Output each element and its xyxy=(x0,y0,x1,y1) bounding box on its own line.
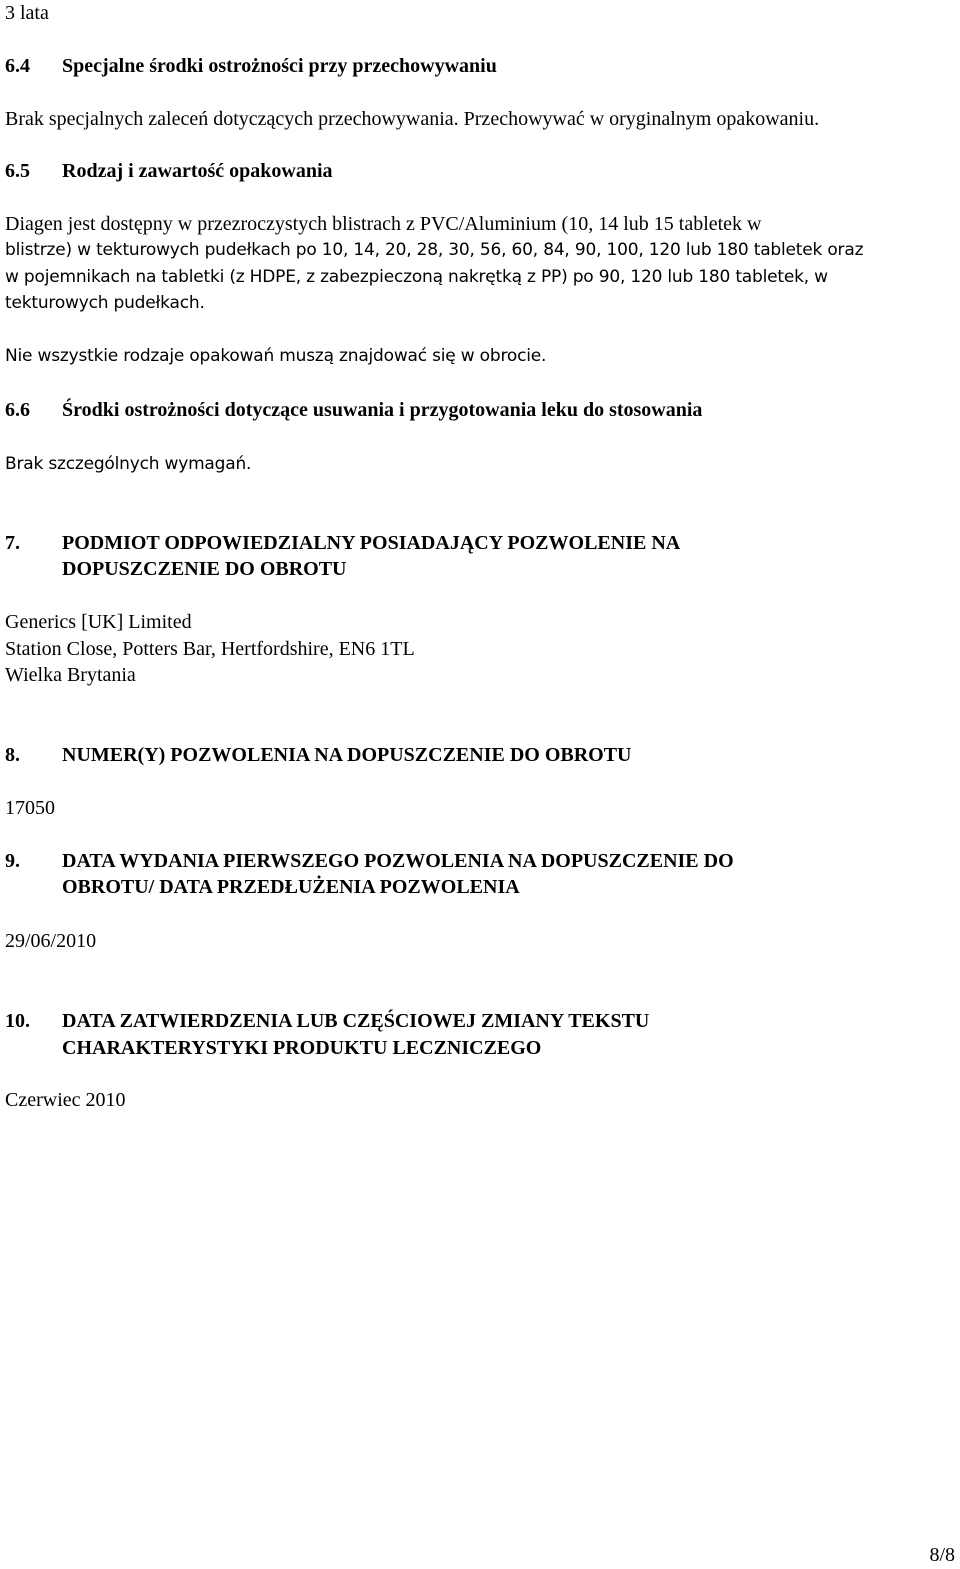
section-6-5-title: Rodzaj i zawartość opakowania xyxy=(62,160,333,182)
revision-date: Czerwiec 2010 xyxy=(5,1089,126,1111)
authorization-number: 17050 xyxy=(5,797,55,819)
section-6-6-number: 6.6 xyxy=(5,399,30,421)
section-6-5-note: Nie wszystkie rodzaje opakowań muszą znajdować się w obrocie. xyxy=(5,346,547,366)
section-8-title: NUMER(Y) POZWOLENIA NA DOPUSZCZENIE DO OBROTU xyxy=(62,744,632,766)
section-6-4-body: Brak specjalnych zaleceń dotyczących przechowywania. Przechowywać w oryginalnym opakowaniu. xyxy=(5,108,820,130)
company-name: Generics [UK] Limited xyxy=(5,611,192,633)
section-8-number: 8. xyxy=(5,744,20,766)
company-country: Wielka Brytania xyxy=(5,664,136,686)
section-6-6-title: Środki ostrożności dotyczące usuwania i przygotowania leku do stosowania xyxy=(62,399,703,421)
company-address: Station Close, Potters Bar, Hertfordshire, EN6 1TL xyxy=(5,638,415,660)
section-9-title: DATA WYDANIA PIERWSZEGO POZWOLENIA NA DOPUSZCZENIE DO xyxy=(62,850,734,872)
section-6-5-body-line: Diagen jest dostępny w przezroczystych blistrach z PVC/Aluminium (10, 14 lub 15 tabletek w xyxy=(5,213,762,235)
section-10-number: 10. xyxy=(5,1010,30,1032)
section-9-number: 9. xyxy=(5,850,20,872)
section-7-title: PODMIOT ODPOWIEDZIALNY POSIADAJĄCY POZWOLENIE NA xyxy=(62,532,681,554)
section-6-5-body-line: tekturowych pudełkach. xyxy=(5,293,205,313)
section-6-4-title: Specjalne środki ostrożności przy przechowywaniu xyxy=(62,55,497,77)
section-6-6-body: Brak szczególnych wymagań. xyxy=(5,454,252,474)
section-10-title: DATA ZATWIERDZENIA LUB CZĘŚCIOWEJ ZMIANY TEKSTU xyxy=(62,1010,650,1032)
section-6-4-number: 6.4 xyxy=(5,55,30,77)
page-number: 8/8 xyxy=(929,1544,955,1566)
section-9-title-continued: OBROTU/ DATA PRZEDŁUŻENIA POZWOLENIA xyxy=(62,876,520,898)
section-7-title-continued: DOPUSZCZENIE DO OBROTU xyxy=(62,558,347,580)
authorization-date: 29/06/2010 xyxy=(5,930,97,952)
section-10-title-continued: CHARAKTERYSTYKI PRODUKTU LECZNICZEGO xyxy=(62,1037,542,1059)
section-6-5-number: 6.5 xyxy=(5,160,30,182)
top-fragment: 3 lata xyxy=(5,2,49,24)
section-6-5-body-line: blistrze) w tekturowych pudełkach po 10, 14, 20, 28, 30, 56, 60, 84, 90, 100, 120 lub 180 tabletek oraz xyxy=(5,240,864,260)
section-6-5-body-line: w pojemnikach na tabletki (z HDPE, z zabezpieczoną nakrętką z PP) po 90, 120 lub 180 tabletek, w xyxy=(5,267,828,287)
section-7-number: 7. xyxy=(5,532,20,554)
